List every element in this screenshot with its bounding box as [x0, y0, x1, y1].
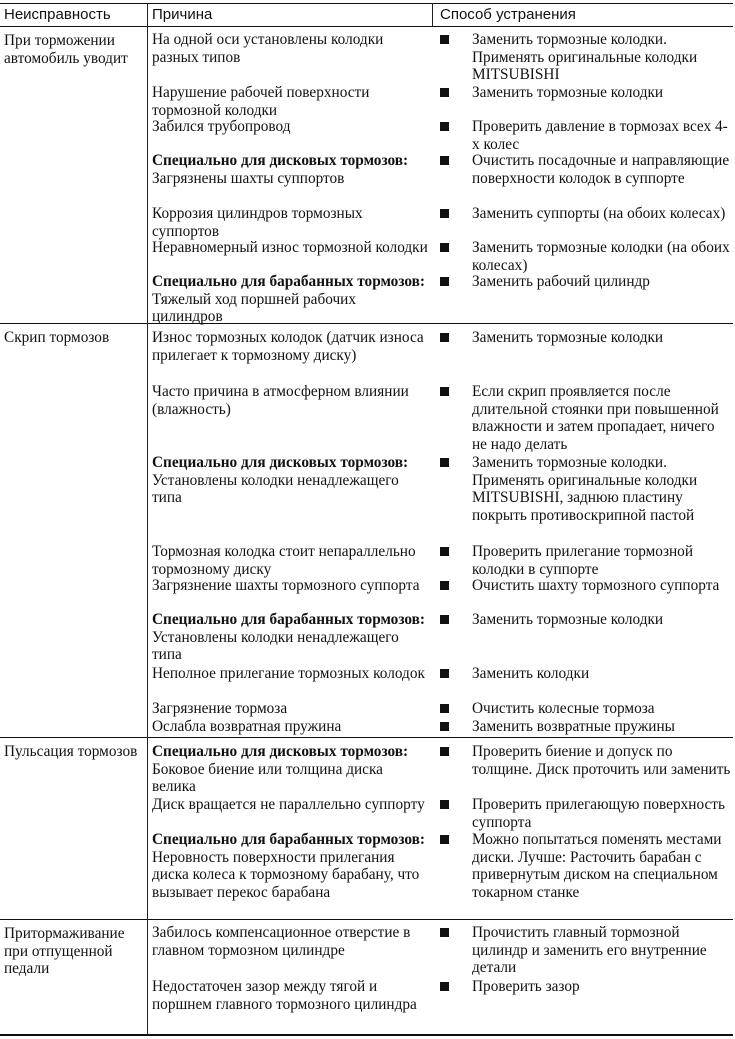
remedy-cell: Заменить возвратные пружины [472, 718, 675, 735]
cause-category-label: Специально для дисковых тормозов: [152, 152, 409, 169]
remedy-cell: Очистить колесные тормоза [472, 700, 655, 717]
cause-text: Неравномерный износ тормозной колодки [152, 239, 428, 256]
remedy-cell: Заменить тормозные колодки (на обоих колесах) [472, 239, 730, 274]
column-divider [147, 3, 148, 1035]
remedy-cell: Очистить посадочные и направляющие поверхности колодок в суппорте [472, 152, 730, 187]
cause-category-label: Специально для барабанных тормозов: [152, 273, 426, 290]
cause-text: Боковое биение или толщина диска велика [152, 760, 383, 796]
cause-cell [152, 273, 430, 326]
cause-cell [152, 831, 430, 901]
cause-cell [152, 152, 430, 187]
cause-category-label: Специально для дисковых тормозов: [152, 454, 409, 471]
cause-cell [152, 665, 430, 683]
cause-text: На одной оси установлены колодки разных типов [152, 31, 384, 66]
remedy-cell: Заменить тормозные колодки [472, 84, 664, 101]
cause-category-label: Специально для барабанных тормозов: [152, 831, 426, 848]
cause-text: Износ тормозных колодок (датчик износа прилегает к тормозному диску) [152, 329, 424, 364]
cause-text: Загрязнены шахты суппортов [152, 169, 345, 187]
cause-text: Забилось компенсационное отверстие в главном тормозном цилиндре [152, 924, 411, 959]
cause-cell [152, 383, 430, 418]
cause-cell [152, 577, 430, 595]
cause-text: Диск вращается не параллельно суппорту [152, 796, 425, 813]
bullet-square-icon [440, 387, 449, 396]
cause-cell [152, 700, 430, 718]
cause-text: Неполное прилегание тормозных колодок [152, 665, 425, 682]
remedy-cell: Очистить шахту тормозного суппорта [472, 577, 720, 594]
bullet-square-icon [440, 458, 449, 467]
cause-text: Нарушение рабочей поверхности тормозной колодки [152, 84, 370, 119]
bullet-square-icon [440, 122, 449, 131]
bullet-square-icon [440, 88, 449, 97]
remedy-cell: Проверить прилегающую поверхность суппорта [472, 796, 725, 831]
bullet-square-icon [440, 581, 449, 590]
cause-text: Недостаточен зазор между тягой и поршнем главного тормозного цилиндра [152, 978, 417, 1013]
cause-cell [152, 796, 430, 814]
bullet-square-icon [440, 35, 449, 44]
cause-category-label: Специально для барабанных тормозов: [152, 611, 426, 628]
bullet-square-icon [440, 209, 449, 218]
cause-cell [152, 329, 430, 364]
bullet-square-icon [440, 800, 449, 809]
cause-cell [152, 743, 430, 796]
fault-title: Скрип тормозов [4, 329, 110, 346]
remedy-cell: Заменить тормозные колодки [472, 329, 664, 346]
remedy-cell: Заменить рабочий цилиндр [472, 273, 650, 290]
group-divider [0, 737, 733, 738]
remedy-cell: Проверить биение и допуск по толщине. Диск проточить или заменить [472, 743, 731, 778]
bullet-square-icon [440, 243, 449, 252]
cause-cell [152, 543, 430, 578]
bullet-square-icon [440, 747, 449, 756]
fault-title: При торможении автомобиль уводит [4, 32, 128, 67]
cause-cell [152, 239, 430, 257]
bullet-square-icon [440, 835, 449, 844]
cause-category-label: Специально для дисковых тормозов: [152, 743, 409, 760]
header-fault: Неисправность [4, 6, 111, 23]
cause-text: Неровность поверхности прилегания диска колеса к тормозному барабану, что вызывает перекос барабана [152, 848, 420, 901]
cause-text: Ослабла возвратная пружина [152, 718, 342, 735]
cause-cell [152, 205, 430, 240]
remedy-cell: Если скрип проявляется после длительной стоянки при повышенной влажности и затем пропадает, ничего не надо делать [472, 383, 719, 453]
cause-cell [152, 31, 430, 66]
remedy-cell: Заменить тормозные колодки. Применять оригинальные колодки MITSUBISHI [472, 31, 698, 84]
cause-cell [152, 924, 430, 959]
remedy-cell: Проверить прилегание тормозной колодки в суппорте [472, 543, 694, 578]
remedy-cell: Прочистить главный тормозной цилиндр и заменить его внутренние детали [472, 924, 707, 977]
cause-text: Часто причина в атмосферном влиянии (влажность) [152, 383, 409, 418]
bullet-square-icon [440, 156, 449, 165]
top-rule [0, 3, 733, 4]
header-cause: Причина [152, 6, 213, 23]
cause-cell [152, 611, 430, 664]
bullet-square-icon [440, 615, 449, 624]
cause-text: Забился трубопровод [152, 118, 291, 135]
bullet-square-icon [440, 333, 449, 342]
bullet-square-icon [440, 547, 449, 556]
cause-text: Тяжелый ход поршней рабочих цилиндров [152, 290, 357, 326]
remedy-cell: Проверить зазор [472, 978, 580, 995]
remedy-cell: Можно попытаться поменять местами диски. Лучше: Расточить барабан с привернутым диском на специальном токарном станке [472, 831, 722, 901]
remedy-cell: Проверить давление в тормозах всех 4-х колес [472, 118, 728, 153]
cause-cell [152, 84, 430, 119]
bullet-square-icon [440, 982, 449, 991]
group-divider [0, 919, 733, 920]
fault-title: Притормаживание при отпущенной педали [4, 925, 125, 978]
column-divider [432, 3, 433, 27]
bullet-square-icon [440, 722, 449, 731]
cause-text: Коррозия цилиндров тормозных суппортов [152, 205, 363, 240]
bullet-square-icon [440, 704, 449, 713]
bullet-square-icon [440, 928, 449, 937]
bottom-rule [0, 1034, 733, 1036]
remedy-cell: Заменить тормозные колодки. Применять оригинальные колодки MITSUBISHI, заднюю пластину покрыть противоскрипной пастой [472, 454, 698, 524]
cause-text: Установлены колодки ненадлежащего типа [152, 471, 399, 507]
cause-cell [152, 718, 430, 736]
bullet-square-icon [440, 277, 449, 286]
cause-cell [152, 978, 430, 1013]
cause-cell [152, 454, 430, 507]
cause-cell [152, 118, 430, 136]
cause-text: Загрязнение тормоза [152, 700, 288, 717]
cause-text: Установлены колодки ненадлежащего типа [152, 628, 399, 664]
cause-text: Загрязнение шахты тормозного суппорта [152, 577, 420, 594]
cause-text: Тормозная колодка стоит непараллельно тормозному диску [152, 543, 416, 578]
remedy-cell: Заменить колодки [472, 665, 590, 682]
remedy-cell: Заменить суппорты (на обоих колесах) [472, 205, 726, 222]
header-rule [0, 26, 733, 27]
remedy-cell: Заменить тормозные колодки [472, 611, 664, 628]
bullet-square-icon [440, 669, 449, 678]
fault-title: Пульсация тормозов [4, 743, 138, 760]
header-remedy: Способ устранения [440, 6, 576, 23]
